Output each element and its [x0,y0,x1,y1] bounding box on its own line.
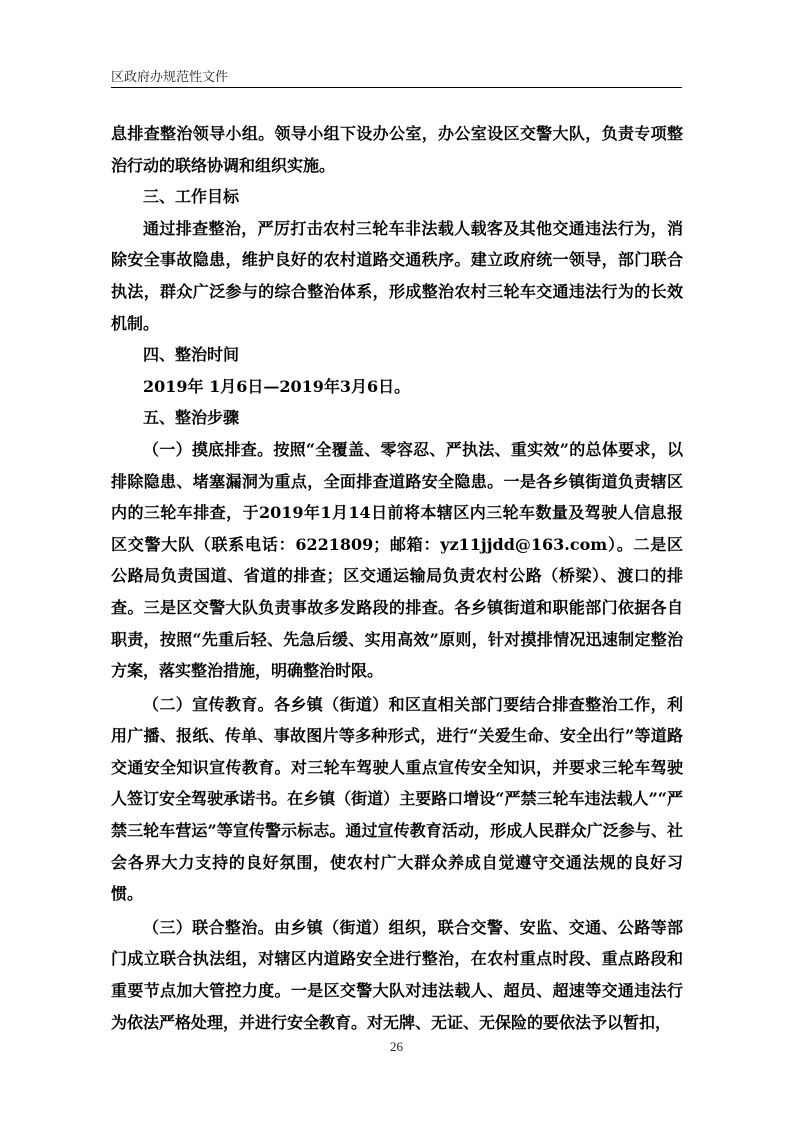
section-heading-steps: 五、整治步骤 [143,408,240,428]
running-header: 区政府办规范性文件 [111,69,229,84]
page-number: 26 [390,1039,403,1054]
header-divider [111,87,682,88]
paragraph-step-joint-action: （三）联合整治。由乡镇（街道）组织，联合交警、安监、交通、公路等部门成立联合执法组，对辖区内道路安全进行整治，在农村重点时段、重点路段和重要节点加大管控力度。一是区交警大队对违法载人、超员、超速等交通违法行为依法严格处理，并进行安全教育。对无牌、无证、无保险的要依法予以暂扣， [111,917,683,1032]
paragraph-leading-carryover: 息排查整治领导小组。领导小组下设办公室，办公室设区交警大队，负责专项整治行动的联络协调和组织实施。 [111,124,683,175]
section-heading-goals: 三、工作目标 [143,187,240,207]
paragraph-time: 2019年 1月6日—2019年3月6日。 [143,376,411,396]
section-heading-time: 四、整治时间 [143,345,240,365]
paragraph-step-survey: （一）摸底排查。按照“全覆盖、零容忍、严执法、重实效”的总体要求，以排除隐患、堵塞漏洞为重点，全面排查道路安全隐患。一是各乡镇街道负责辖区内的三轮车排查，于2019年1月14日前将本辖区内三轮车数量及驾驶人信息报区交警大队（联系电话：6221809；邮箱：yz11jjdd@163.com）。二是区公路局负责国道、省道的排查；区交通运输局负责农村公路（桥梁）、渡口的排查。三是区交警大队负责事故多发路段的排查。各乡镇街道和职能部门依据各自职责，按照“先重后轻、先急后缓、实用高效”原则，针对摸排情况迅速制定整治方案，落实整治措施，明确整治时限。 [111,439,683,681]
paragraph-goals: 通过排查整治，严厉打击农村三轮车非法载人载客及其他交通违法行为，消除安全事故隐患，维护良好的农村道路交通秩序。建立政府统一领导，部门联合执法，群众广泛参与的综合整治体系，形成整治农村三轮车交通违法行为的长效机制。 [111,218,683,333]
paragraph-step-education: （二）宣传教育。各乡镇（街道）和区直相关部门要结合排查整治工作，利用广播、报纸、传单、事故图片等多种形式，进行“关爱生命、安全出行”等道路交通安全知识宣传教育。对三轮车驾驶人重点宣传安全知识，并要求三轮车驾驶人签订安全驾驶承诺书。在乡镇（街道）主要路口增设“严禁三轮车违法载人”“严禁三轮车营运”等宣传警示标志。通过宣传教育活动，形成人民群众广泛参与、社会各界大力支持的良好氛围，使农村广大群众养成自觉遵守交通法规的良好习惯。 [111,694,683,904]
body-text [111,118,683,1038]
